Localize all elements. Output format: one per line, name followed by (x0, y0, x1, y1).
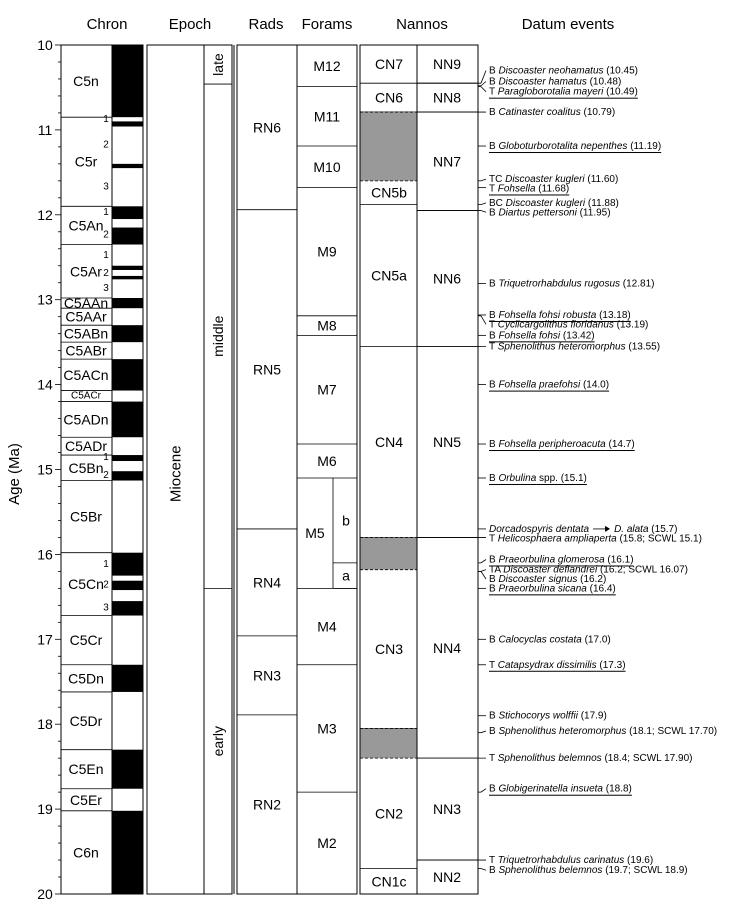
datum-prefix: T (489, 182, 498, 194)
subepoch-frame (204, 45, 232, 894)
datum-taxon: Helicosphaera ampliaperta (497, 532, 617, 544)
datum-age: (10.48) (586, 76, 622, 88)
subchron-label: 1 (103, 206, 109, 218)
foram-subzone-label: b (342, 512, 350, 529)
datum-age: (12.81) (620, 278, 655, 290)
datum-leader (481, 316, 486, 324)
datum-prefix: B (489, 783, 499, 795)
datum-taxon: Discoaster hamatus (498, 76, 587, 88)
datum-prefix: B (489, 140, 499, 152)
epoch-label: Miocene (167, 445, 185, 503)
datum-prefix: T (489, 659, 498, 671)
normal-polarity-block (112, 402, 143, 438)
chron-label: C5ADr (64, 438, 108, 455)
subchron-label: 2 (103, 139, 109, 151)
datum-label (489, 439, 635, 450)
forams-column (297, 45, 357, 894)
cn-zone-label: CN2 (374, 805, 404, 822)
nannos-header: Nannos (396, 16, 448, 33)
datum-taxon: Praeorbulina sicana (498, 582, 587, 594)
hiatus-interval (360, 537, 417, 569)
cn-zone-label: CN6 (374, 89, 404, 106)
datum-age: (10.49) (603, 86, 638, 98)
datum-event (478, 141, 661, 152)
datum-taxon: Praeorbulina glomerosa (498, 553, 605, 565)
datum-age: spp. (15.1) (536, 472, 587, 484)
chron-label: C5Cr (69, 632, 103, 649)
foram-zone-label: M3 (317, 720, 337, 737)
datum-age: (15.8; SCWL 15.1) (616, 532, 702, 544)
subchron-label: 1 (103, 114, 109, 126)
datum-label (489, 86, 638, 97)
datum-prefix: B (489, 864, 499, 876)
datum-label (489, 379, 609, 390)
datum-prefix: B (489, 76, 499, 88)
forams-header: Forams (301, 16, 353, 33)
hiatus-interval (360, 728, 417, 758)
datum-age: (16.2; SCWL 16.07) (597, 564, 688, 576)
tick-label: 10 (37, 37, 53, 53)
chron-label: C5En (68, 761, 104, 778)
subchron-label: 3 (103, 602, 109, 614)
datum-event (478, 330, 595, 341)
datum-leader (481, 571, 486, 579)
nn-zone-label: NN6 (432, 270, 462, 287)
datum-label (489, 659, 626, 670)
datum-taxon: Paragloborotalia mayeri (497, 86, 604, 98)
subchron-label: 1 (103, 559, 109, 571)
tick-label: 14 (37, 376, 53, 393)
chron-label: C6n (73, 844, 99, 861)
nn-zone-label: NN4 (432, 639, 462, 656)
datum-label (489, 753, 692, 764)
datum-taxon: Triquetrorhabdulus carinatus (497, 854, 625, 866)
datum-age: (11.95) (576, 206, 611, 218)
datum-age: (19.7; SCWL 18.9) (602, 864, 688, 876)
datum-event (478, 316, 648, 330)
datum-event (478, 439, 635, 450)
datum-prefix: B (489, 309, 499, 321)
chron-header: Chron (86, 16, 128, 33)
tick-label: 11 (37, 121, 53, 138)
normal-polarity-block (112, 228, 143, 245)
chron-label: C5ACr (70, 390, 102, 402)
datum-age: (15.7) (648, 523, 678, 535)
cn-column (357, 45, 417, 894)
datum-taxon: Fohsella praefohsi (498, 379, 581, 391)
chron-label: C5Ar (70, 263, 102, 280)
datum-prefix: T (489, 340, 498, 352)
subchron-label: 1 (103, 452, 109, 464)
subchron-label: 3 (103, 283, 109, 295)
datum-leader (481, 211, 486, 213)
chron-label: C5ABr (65, 342, 107, 359)
datum-taxon: Sphenolithus heteromorphus (497, 340, 626, 352)
datum-label (489, 278, 654, 289)
datum-prefix: B (489, 278, 499, 290)
rads-header: Rads (248, 16, 284, 33)
cn-zone-label: CN5b (371, 184, 407, 201)
datum-taxon: Globoturborotalita nepenthes (498, 140, 628, 152)
rad-zone-label: RN5 (252, 361, 282, 378)
datum-taxon: Dorcadospyris dentata (489, 523, 590, 535)
age-axis (37, 37, 61, 902)
tick-label: 16 (37, 546, 53, 563)
datum-age: (18.4; SCWL 17.90) (601, 752, 693, 764)
datum-leader (481, 179, 486, 181)
datum-age: (11.60) (584, 173, 619, 185)
datum-taxon: Triquetrorhabdulus rugosus (498, 278, 621, 290)
datum-age: (11.88) (585, 197, 619, 209)
datum-prefix: B (489, 472, 499, 484)
datum-taxon: Calocyclas costata (498, 633, 582, 645)
datum-label (489, 533, 702, 544)
datum-age: (16.2) (577, 573, 607, 585)
normal-polarity-block (112, 359, 143, 390)
normal-polarity-block (112, 298, 143, 308)
foram-zone-label: M10 (313, 158, 341, 175)
datum-event (417, 533, 702, 544)
subchron-label: 2 (103, 229, 109, 241)
nn-zone-label: NN8 (432, 89, 462, 106)
datum-taxon: Fohsella (497, 182, 536, 194)
datum-age: (11.19) (627, 140, 662, 152)
datum-label (489, 634, 611, 645)
nn-zone-label: NN9 (432, 56, 462, 73)
datum-label (489, 472, 587, 483)
foram-zone-label: M5 (305, 525, 325, 542)
chron-label: C5Dr (69, 712, 103, 729)
datum-events-header: Datum events (521, 16, 615, 33)
chron-label: C5Er (70, 791, 102, 808)
datum-event (417, 341, 660, 352)
foram-zone-label: M11 (313, 108, 341, 125)
datum-age: (13.42) (560, 329, 595, 341)
subchron-label: 2 (103, 469, 109, 481)
rads-column (237, 45, 297, 894)
datum-event (478, 865, 688, 876)
datum-age: (11.68) (535, 182, 570, 194)
datum-age: (17.0) (581, 633, 611, 645)
datum-prefix: B (489, 329, 499, 341)
datum-leader (481, 87, 486, 92)
chron-label: C5Br (70, 508, 102, 525)
datum-prefix: TA (489, 564, 504, 576)
datum-event (417, 107, 615, 118)
datum-age: (13.18) (596, 309, 631, 321)
datum-age: (17.3) (596, 659, 626, 671)
datum-age: (18.8) (602, 783, 632, 795)
datum-taxon: Discoaster kugleri (505, 197, 586, 209)
datum-prefix: B (489, 379, 499, 391)
foram-zone-label: M7 (317, 381, 337, 398)
datum-taxon: Fohsella fohsi (498, 329, 561, 341)
datum-taxon: Discoaster deflandrei (503, 564, 598, 576)
subchron-label: 2 (103, 579, 109, 591)
datum-prefix: B (489, 64, 499, 76)
datum-label (489, 783, 632, 794)
datum-prefix: B (489, 206, 499, 218)
datum-prefix: T (489, 532, 498, 544)
datum-label (489, 183, 569, 194)
normal-polarity-block (112, 581, 143, 590)
subchron-label: 1 (103, 250, 109, 262)
normal-polarity-block (112, 750, 143, 789)
datum-event (417, 753, 692, 764)
rad-zone-label: RN6 (252, 119, 282, 136)
datum-label (489, 319, 648, 330)
epoch-column (147, 45, 237, 894)
datum-prefix: B (489, 725, 499, 737)
cn-zone-label: CN4 (374, 433, 404, 450)
datum-taxon: Sphenolithus belemnos (498, 864, 603, 876)
datum-label (489, 330, 595, 341)
chron-label: C5r (74, 153, 98, 170)
datum-label (489, 865, 688, 876)
normal-polarity-block (112, 276, 143, 279)
tick-label: 19 (37, 801, 53, 818)
rad-zone-label: RN3 (252, 667, 282, 684)
normal-polarity-block (112, 471, 143, 480)
datum-event (478, 278, 654, 289)
datum-age: (14.7) (605, 438, 635, 450)
cn-zone-label: CN3 (374, 641, 404, 658)
foram-zone-label: M2 (317, 835, 337, 852)
foram-zone-label: M6 (317, 453, 337, 470)
column-headers (87, 16, 615, 33)
datum-prefix: B (489, 106, 499, 118)
datum-event (478, 86, 638, 97)
foram-zone-label: M9 (317, 243, 337, 260)
datum-age: (18.1; SCWL 17.70) (626, 725, 718, 737)
datum-age: (10.79) (580, 106, 616, 118)
datum-taxon: D. alata (614, 523, 649, 535)
tick-label: 18 (37, 716, 53, 733)
chron-label: C5n (73, 73, 99, 90)
datum-leader (481, 570, 486, 572)
datum-age: (10.45) (603, 64, 638, 76)
chron-label: C5Dn (68, 670, 104, 687)
arrow-icon (605, 526, 610, 532)
datum-event (478, 725, 717, 736)
tick-label: 17 (37, 631, 53, 648)
normal-polarity-block (112, 553, 143, 576)
datum-age: (17.9) (577, 710, 607, 722)
nn-zone-label: NN5 (432, 433, 462, 450)
datum-prefix: T (489, 752, 498, 764)
normal-polarity-block (112, 164, 143, 168)
datum-prefix: BC (489, 197, 506, 209)
nn-zone-label: NN7 (432, 153, 462, 170)
datum-event (478, 710, 607, 721)
datum-age: (14.0) (580, 379, 610, 391)
datum-prefix: T (489, 318, 498, 330)
datum-taxon: Stichocorys wolffii (498, 710, 578, 722)
chron-label: C5Bn (68, 459, 104, 476)
datum-label (489, 207, 611, 218)
hiatus-interval (360, 112, 417, 181)
epoch-header: Epoch (168, 16, 212, 33)
datum-taxon: Fohsella peripheroacuta (498, 438, 606, 450)
foram-zone-label: M12 (313, 57, 341, 74)
chron-label: C5AAn (63, 295, 109, 312)
datum-age: (19.6) (624, 854, 654, 866)
nn-frame (417, 45, 478, 894)
datum-leader (481, 203, 486, 205)
normal-polarity-block (112, 45, 143, 117)
datum-taxon: Discoaster kugleri (505, 173, 585, 185)
normal-polarity-block (112, 325, 143, 342)
datum-age: (13.55) (625, 340, 661, 352)
normal-polarity-block (112, 811, 143, 894)
datum-event (478, 659, 626, 670)
rads-frame (237, 45, 297, 894)
datum-event (478, 634, 611, 645)
datum-prefix: B (489, 582, 499, 594)
tick-label: 13 (37, 291, 53, 308)
datum-events (417, 65, 717, 876)
datum-taxon: Catapsydrax dissimilis (497, 659, 597, 671)
datum-event (478, 379, 609, 390)
foram-zone-label: M8 (317, 317, 337, 334)
datum-label (489, 65, 638, 76)
datum-event (478, 472, 587, 483)
datum-taxon: Discoaster neohamatus (498, 64, 604, 76)
datum-age: (13.19) (613, 318, 649, 330)
chron-label: C5ABn (63, 325, 109, 342)
cn-zone-label: CN1c (371, 873, 407, 890)
chron-column (61, 45, 143, 894)
datum-leader (481, 869, 486, 871)
datum-prefix: B (489, 553, 499, 565)
datum-label (489, 710, 607, 721)
nn-column (417, 45, 478, 894)
y-axis-label: Age (Ma) (6, 443, 23, 505)
normal-polarity-block (112, 266, 143, 270)
datum-prefix: B (489, 573, 499, 585)
foram-zone-label: M4 (317, 618, 337, 635)
datum-taxon: Sphenolithus heteromorphus (498, 725, 627, 737)
datum-prefix: T (489, 86, 498, 98)
subepoch-label: early (210, 726, 226, 757)
subchron-label: 2 (103, 267, 109, 279)
tick-label: 20 (37, 886, 53, 902)
datum-taxon: Orbulina (498, 472, 537, 484)
datum-taxon: Diartus pettersoni (498, 206, 577, 218)
datum-label (489, 141, 661, 152)
datum-taxon: Globigerinatella insueta (498, 783, 603, 795)
datum-label (489, 107, 615, 118)
datum-age: (16.1) (604, 553, 634, 565)
datum-leader (481, 559, 486, 562)
datum-label (489, 341, 660, 352)
tick-label: 12 (37, 206, 53, 223)
normal-polarity-block (112, 121, 143, 126)
datum-leader (481, 731, 486, 733)
tick-label: 15 (37, 461, 53, 478)
datum-label (489, 725, 717, 736)
datum-event (478, 583, 616, 594)
datum-event (478, 183, 569, 194)
subepoch-label: middle (210, 315, 226, 357)
datum-prefix: T (489, 854, 498, 866)
datum-label (489, 583, 616, 594)
rad-zone-label: RN4 (252, 574, 282, 591)
normal-polarity-block (112, 206, 143, 219)
cn-zone-label: CN7 (374, 56, 404, 73)
foram-subzone-label: a (342, 567, 350, 584)
subepoch-label: late (210, 53, 226, 76)
datum-leader (481, 70, 486, 83)
normal-polarity-block (112, 665, 143, 692)
datum-taxon: Sphenolithus belemnos (497, 752, 602, 764)
normal-polarity-block (112, 601, 143, 615)
datum-prefix: B (489, 710, 499, 722)
chron-label: C5AAr (65, 308, 107, 325)
cn-zone-label: CN5a (371, 267, 407, 284)
datum-age: (16.4) (586, 582, 616, 594)
normal-polarity-block (112, 455, 143, 461)
datum-prefix: B (489, 633, 499, 645)
datum-taxon: Cyclicargolithus floridanus (497, 318, 614, 330)
rad-zone-label: RN2 (252, 796, 282, 813)
chron-label: C5An (68, 217, 104, 234)
nn-zone-label: NN2 (432, 869, 462, 886)
chron-label: C5ACn (63, 366, 109, 383)
nn-zone-label: NN3 (432, 801, 462, 818)
datum-taxon: Catinaster coalitus (498, 106, 581, 118)
chron-label: C5ADn (63, 411, 109, 428)
datum-taxon: Fohsella fohsi robusta (498, 309, 597, 321)
datum-prefix: TC (489, 173, 506, 185)
datum-taxon: Discoaster signus (498, 573, 578, 585)
subchron-label: 3 (103, 181, 109, 193)
chron-label: C5Cn (68, 576, 104, 593)
datum-event (417, 207, 611, 218)
datum-leader (481, 789, 486, 792)
datum-prefix: B (489, 438, 499, 450)
datum-event (478, 783, 632, 794)
